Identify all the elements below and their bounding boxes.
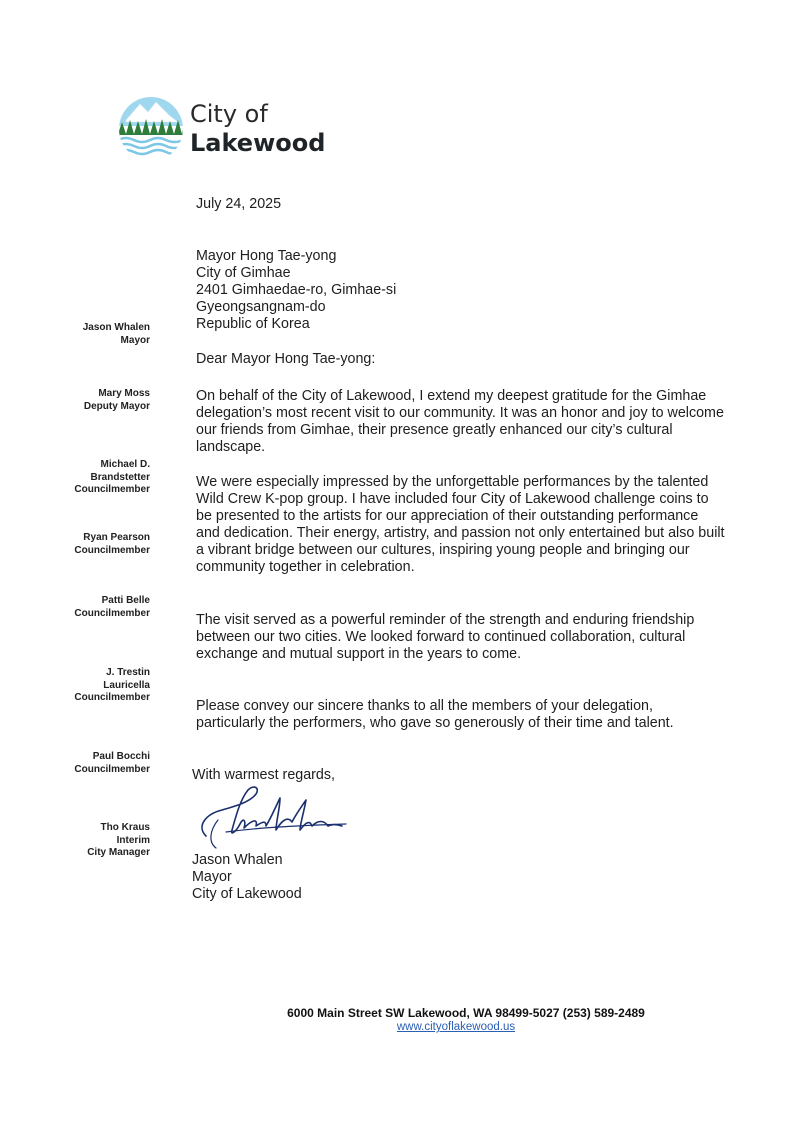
recipient-line: 2401 Gimhaedae-ro, Gimhae-si [196, 282, 397, 298]
lakewood-logo-icon [118, 96, 184, 162]
official-name: J. Trestin [106, 667, 150, 678]
official-name: Jason Whalen [82, 322, 150, 333]
sidebar-official-bocchi [40, 751, 150, 776]
official-title: Councilmember [74, 692, 150, 703]
official-name: Patti Belle [101, 595, 150, 606]
official-name: Brandstetter [90, 471, 150, 483]
sidebar-official-mayor [40, 322, 150, 347]
official-name: Ryan Pearson [83, 532, 150, 543]
logo-text-line2: Lakewood [190, 129, 326, 157]
recipient-line: Gyeongsangnam-do [196, 299, 326, 315]
official-name: Mary Moss [98, 388, 150, 399]
signer-org: City of Lakewood [192, 886, 302, 902]
official-name: Paul Bocchi [92, 751, 150, 762]
official-title: Mayor [120, 334, 150, 346]
sidebar-official-belle [40, 595, 150, 620]
handwritten-signature [196, 776, 356, 856]
official-title: City Manager [87, 847, 150, 858]
sidebar-official-lauricella [40, 667, 150, 705]
body-paragraph: Please convey our sincere thanks to all the members of your delegation, particularly the performers, who gave so generously of their time and talent. [196, 698, 674, 731]
recipient-line: Republic of Korea [196, 316, 310, 332]
recipient-address [196, 248, 756, 333]
footer-website-link[interactable]: www.cityoflakewood.us [396, 1021, 516, 1033]
body-paragraph: The visit served as a powerful reminder of the strength and enduring friendship between our two cities. We looked forward to continued collaboration, cultural exchange and mutual support in the years to come. [196, 612, 695, 662]
official-title: Deputy Mayor [83, 400, 150, 412]
official-name: Michael D. [100, 459, 150, 470]
recipient-line: Mayor Hong Tae-yong [196, 248, 337, 264]
logo-text-line1: City of [190, 100, 268, 128]
official-title: Councilmember [74, 544, 150, 556]
footer-address: 6000 Main Street SW Lakewood, WA 98499-5027 (253) 589-2489 [287, 1006, 645, 1020]
body-paragraph: We were especially impressed by the unforgettable performances by the talented Wild Crew K-pop group. I have included four City of Lakewood challenge coins to be presented to the artists for our appreciation of their outstanding performance and dedication. Their energy, artistry, and passion not only entertained but also built a vibrant bridge between our cultures, inspiring young people and bringing our community together in celebration. [196, 474, 725, 575]
official-title: Interim [116, 834, 150, 846]
official-name: Lauricella [103, 679, 150, 691]
sidebar-official-city-manager [40, 822, 150, 860]
official-title: Councilmember [74, 484, 150, 495]
signer-title: Mayor [192, 869, 232, 885]
letter-date: July 24, 2025 [196, 196, 282, 212]
sidebar-official-brandstetter [40, 459, 150, 497]
sidebar-official-deputy-mayor [40, 388, 150, 413]
official-title: Councilmember [74, 763, 150, 775]
official-title: Councilmember [74, 607, 150, 619]
signer-name: Jason Whalen [192, 852, 283, 868]
signer-block [192, 852, 302, 903]
recipient-line: City of Gimhae [196, 265, 291, 281]
body-paragraph: On behalf of the City of Lakewood, I extend my deepest gratitude for the Gimhae delegation’s most recent visit to our community. It was an honor and joy to welcome our friends from Gimhae, their presence greatly enhanced our city’s cultural landscape. [196, 388, 724, 455]
closing: With warmest regards, [192, 767, 336, 783]
sidebar-official-pearson [40, 532, 150, 557]
city-logo [118, 96, 328, 166]
salutation: Dear Mayor Hong Tae-yong: [196, 351, 376, 367]
official-name: Tho Kraus [100, 822, 150, 833]
